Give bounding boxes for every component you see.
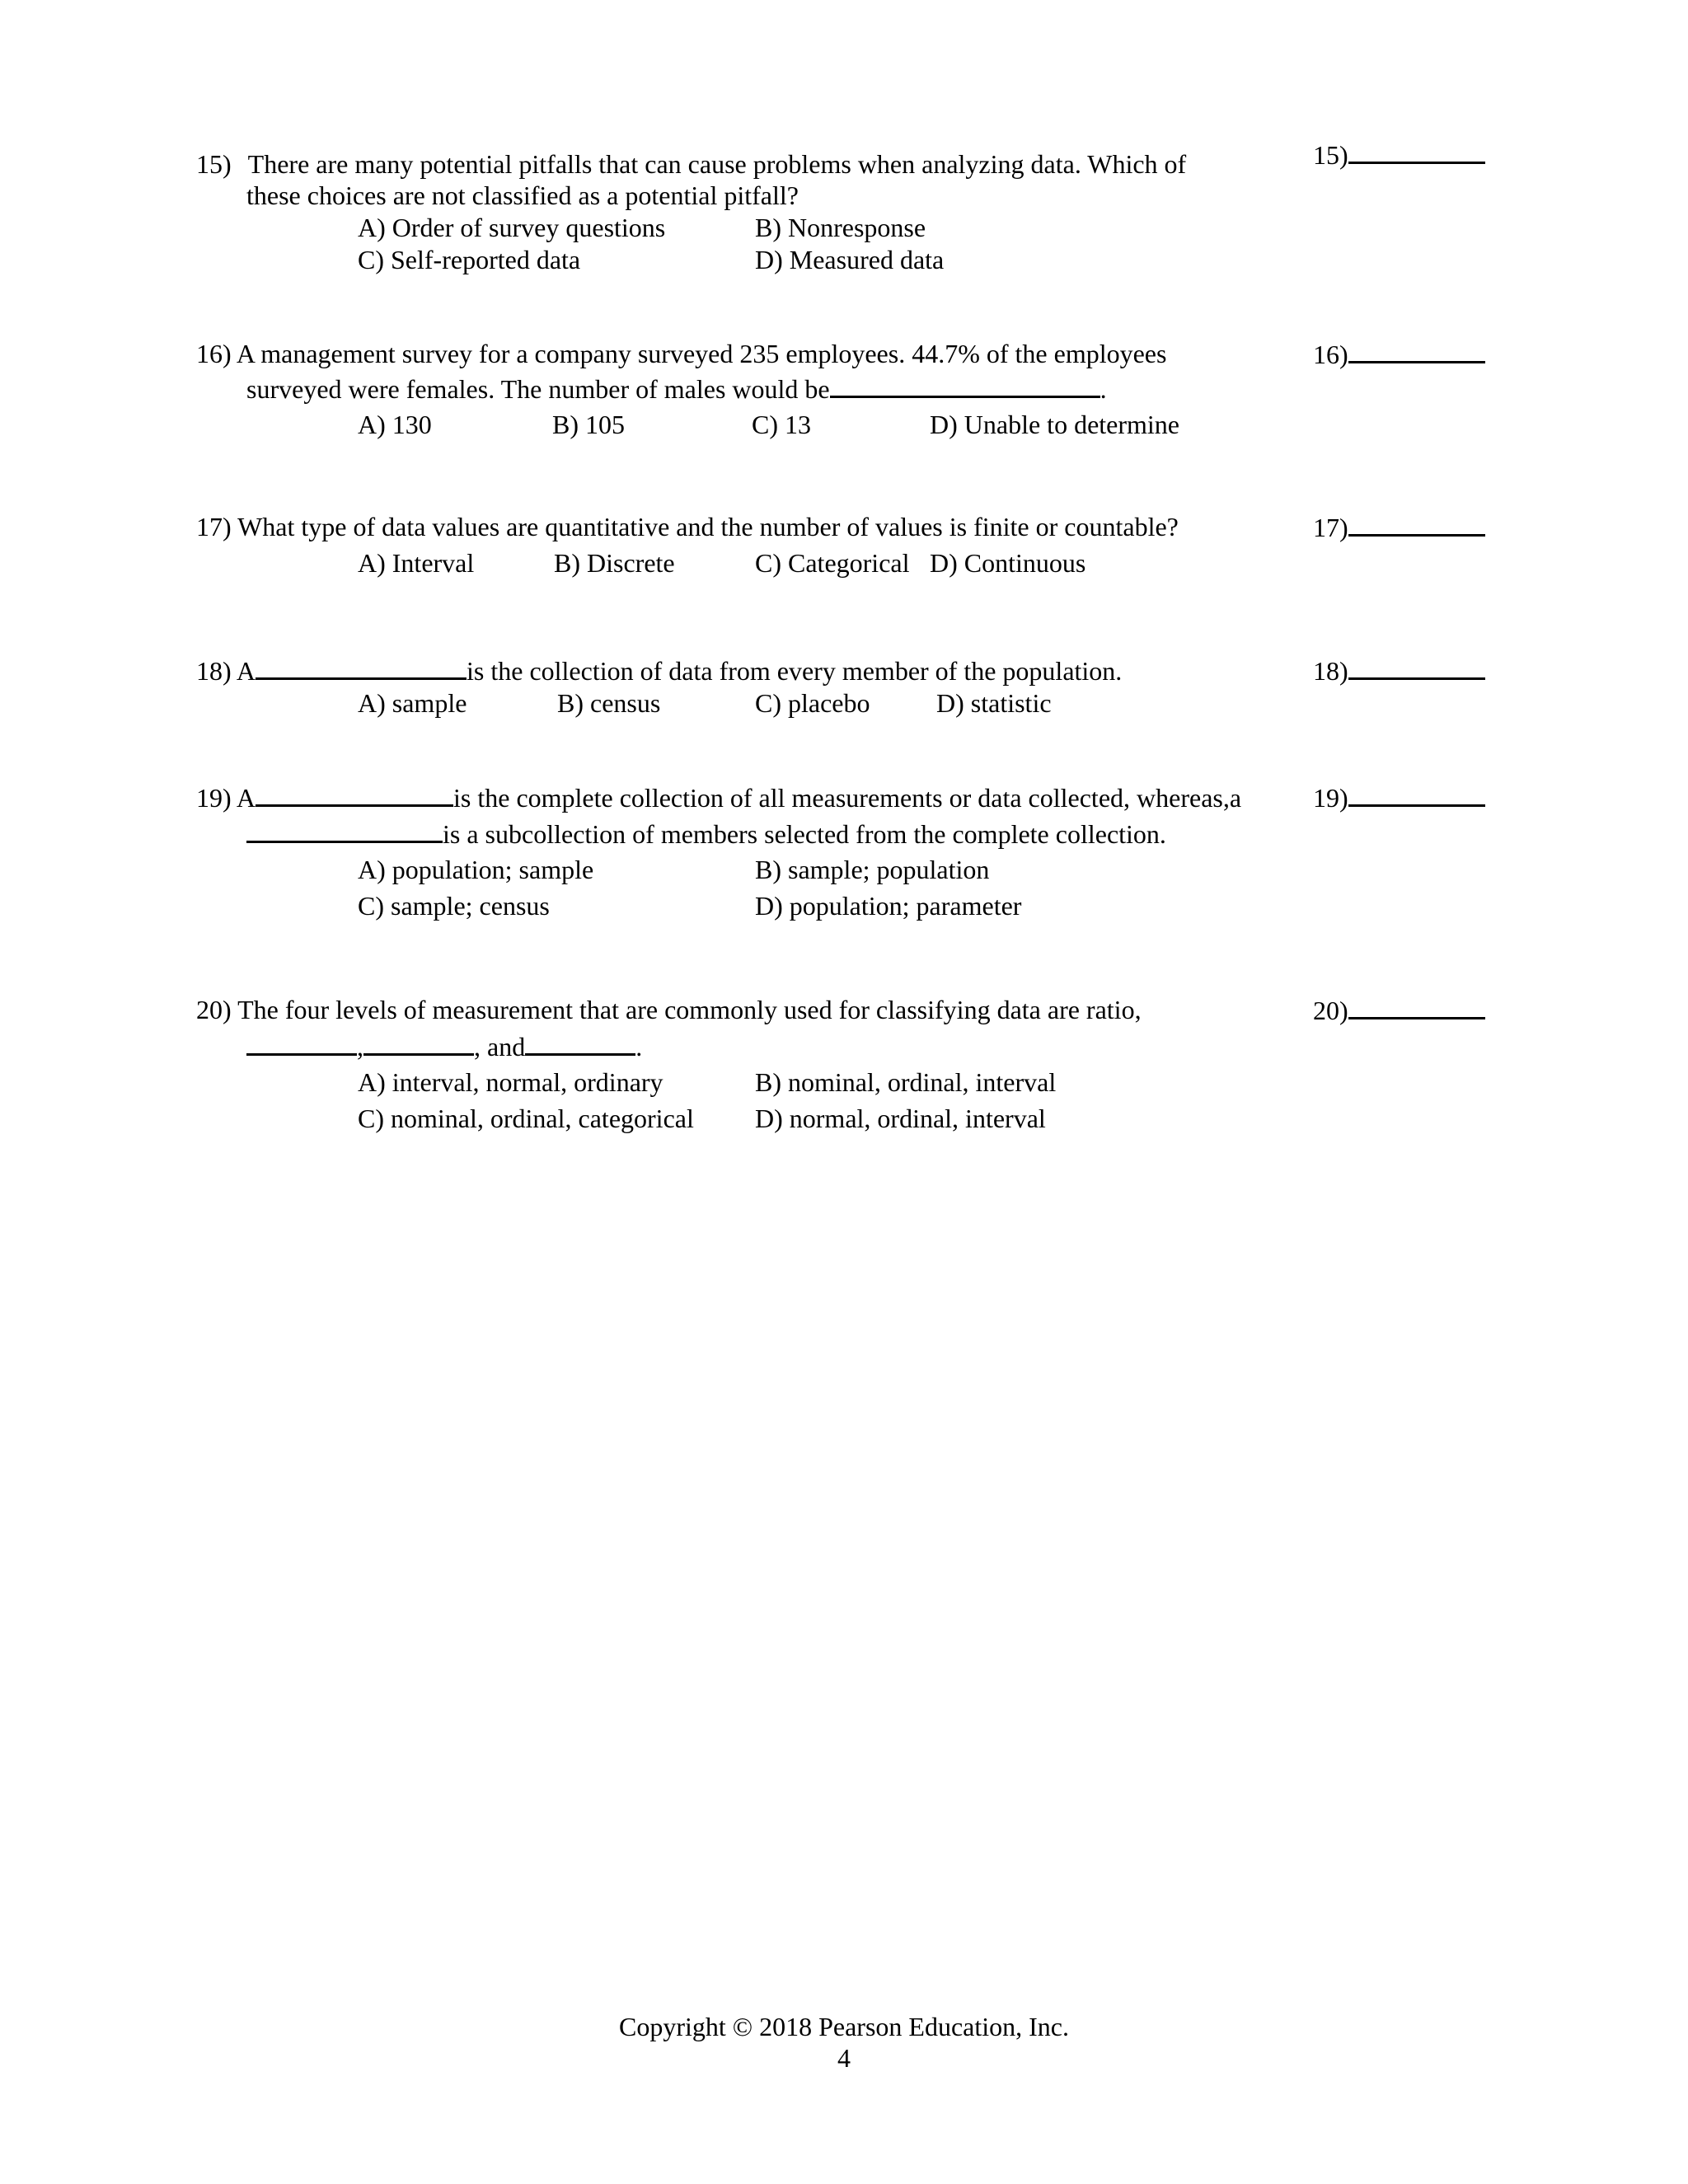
option-c: C) nominal, ordinal, categorical [358, 1104, 694, 1133]
question-text: The four levels of measurement that are commonly used for classifying data are ratio, [237, 995, 1142, 1024]
question-text-continued: these choices are not classified as a potential pitfall? [246, 180, 799, 210]
option-a: A) Order of survey questions [358, 213, 666, 242]
answer-field-19[interactable] [1313, 781, 1485, 813]
question-text: A management survey for a company surveyed 235 employees. 44.7% of the employees [236, 339, 1167, 368]
question-number: 18) [196, 656, 232, 686]
option-b: B) nominal, ordinal, interval [755, 1067, 1057, 1097]
question-number: 20) [196, 995, 232, 1024]
answer-blank[interactable] [1348, 994, 1485, 1019]
option-d: D) statistic [936, 688, 1052, 718]
question-16-line-2 [246, 373, 1107, 405]
question-number: 17) [196, 512, 232, 541]
option-b: B) sample; population [755, 855, 990, 884]
answer-blank[interactable] [1348, 338, 1485, 363]
fill-in-blank-1[interactable] [246, 1030, 357, 1056]
answer-blank[interactable] [1348, 781, 1485, 807]
question-number: 19) [196, 783, 232, 813]
question-number: 16) [196, 339, 232, 368]
option-c: C) sample; census [358, 891, 550, 921]
option-a: A) sample [358, 688, 467, 718]
answer-label: 17) [1313, 513, 1348, 542]
copyright-notice: Copyright © 2018 Pearson Education, Inc. [619, 2012, 1069, 2041]
separator: , [357, 1032, 363, 1062]
option-d: D) Continuous [930, 548, 1086, 578]
question-text: A [236, 656, 256, 686]
question-text-continued: is a subcollection of members selected from the complete collection. [443, 819, 1166, 849]
option-d: D) Unable to determine [930, 410, 1179, 439]
separator: , and [474, 1032, 526, 1062]
question-16-line-1 [196, 338, 1166, 369]
option-d: D) normal, ordinal, interval [755, 1104, 1046, 1133]
question-19-line-2 [246, 818, 1166, 850]
answer-label: 16) [1313, 340, 1348, 369]
answer-label: 18) [1313, 656, 1348, 686]
answer-field-17[interactable] [1313, 511, 1485, 543]
question-text: What type of data values are quantitative and the number of values is finite or countable? [237, 512, 1179, 541]
option-c: C) Self-reported data [358, 245, 581, 274]
question-number: 15) [196, 149, 232, 179]
option-c: C) placebo [755, 688, 870, 718]
option-c: C) Categorical [755, 548, 910, 578]
option-c: C) 13 [752, 410, 811, 439]
punctuation: . [635, 1032, 643, 1062]
question-19-line-1 [196, 781, 1241, 813]
answer-label: 15) [1313, 140, 1348, 170]
option-b: B) Discrete [554, 548, 675, 578]
option-a: A) Interval [358, 548, 475, 578]
answer-blank[interactable] [1348, 138, 1485, 164]
fill-in-blank[interactable] [256, 654, 467, 680]
fill-in-blank[interactable] [830, 373, 1100, 398]
punctuation: . [1100, 374, 1107, 404]
question-18-line-1 [196, 654, 1122, 687]
question-15-line-1 [196, 148, 1186, 180]
answer-field-15[interactable] [1313, 138, 1485, 171]
question-20-line-1 [196, 994, 1142, 1025]
answer-field-18[interactable] [1313, 654, 1485, 687]
question-20-line-2 [246, 1030, 642, 1062]
option-a: A) interval, normal, ordinary [358, 1067, 663, 1097]
question-text: There are many potential pitfalls that can cause problems when analyzing data. Which of [247, 149, 1187, 179]
option-b: B) Nonresponse [755, 213, 926, 242]
answer-blank[interactable] [1348, 511, 1485, 537]
question-text: A [236, 783, 256, 813]
answer-field-20[interactable] [1313, 994, 1485, 1026]
option-b: B) 105 [552, 410, 625, 439]
answer-label: 19) [1313, 783, 1348, 813]
page-number: 4 [837, 2043, 851, 2073]
fill-in-blank-2[interactable] [246, 818, 443, 843]
option-a: A) 130 [358, 410, 432, 439]
question-17-line-1 [196, 511, 1179, 542]
answer-field-16[interactable] [1313, 338, 1485, 370]
option-b: B) census [557, 688, 661, 718]
option-d: D) Measured data [755, 245, 945, 274]
option-a: A) population; sample [358, 855, 594, 884]
option-d: D) population; parameter [755, 891, 1022, 921]
fill-in-blank-3[interactable] [525, 1030, 635, 1056]
question-text-continued: is the complete collection of all measurements or data collected, whereas,a [453, 783, 1242, 813]
fill-in-blank-2[interactable] [363, 1030, 474, 1056]
question-text-continued: is the collection of data from every member of the population. [467, 656, 1123, 686]
fill-in-blank-1[interactable] [256, 781, 453, 807]
question-text-continued: surveyed were females. The number of males would be [246, 374, 830, 404]
answer-blank[interactable] [1348, 654, 1485, 680]
answer-label: 20) [1313, 996, 1348, 1025]
